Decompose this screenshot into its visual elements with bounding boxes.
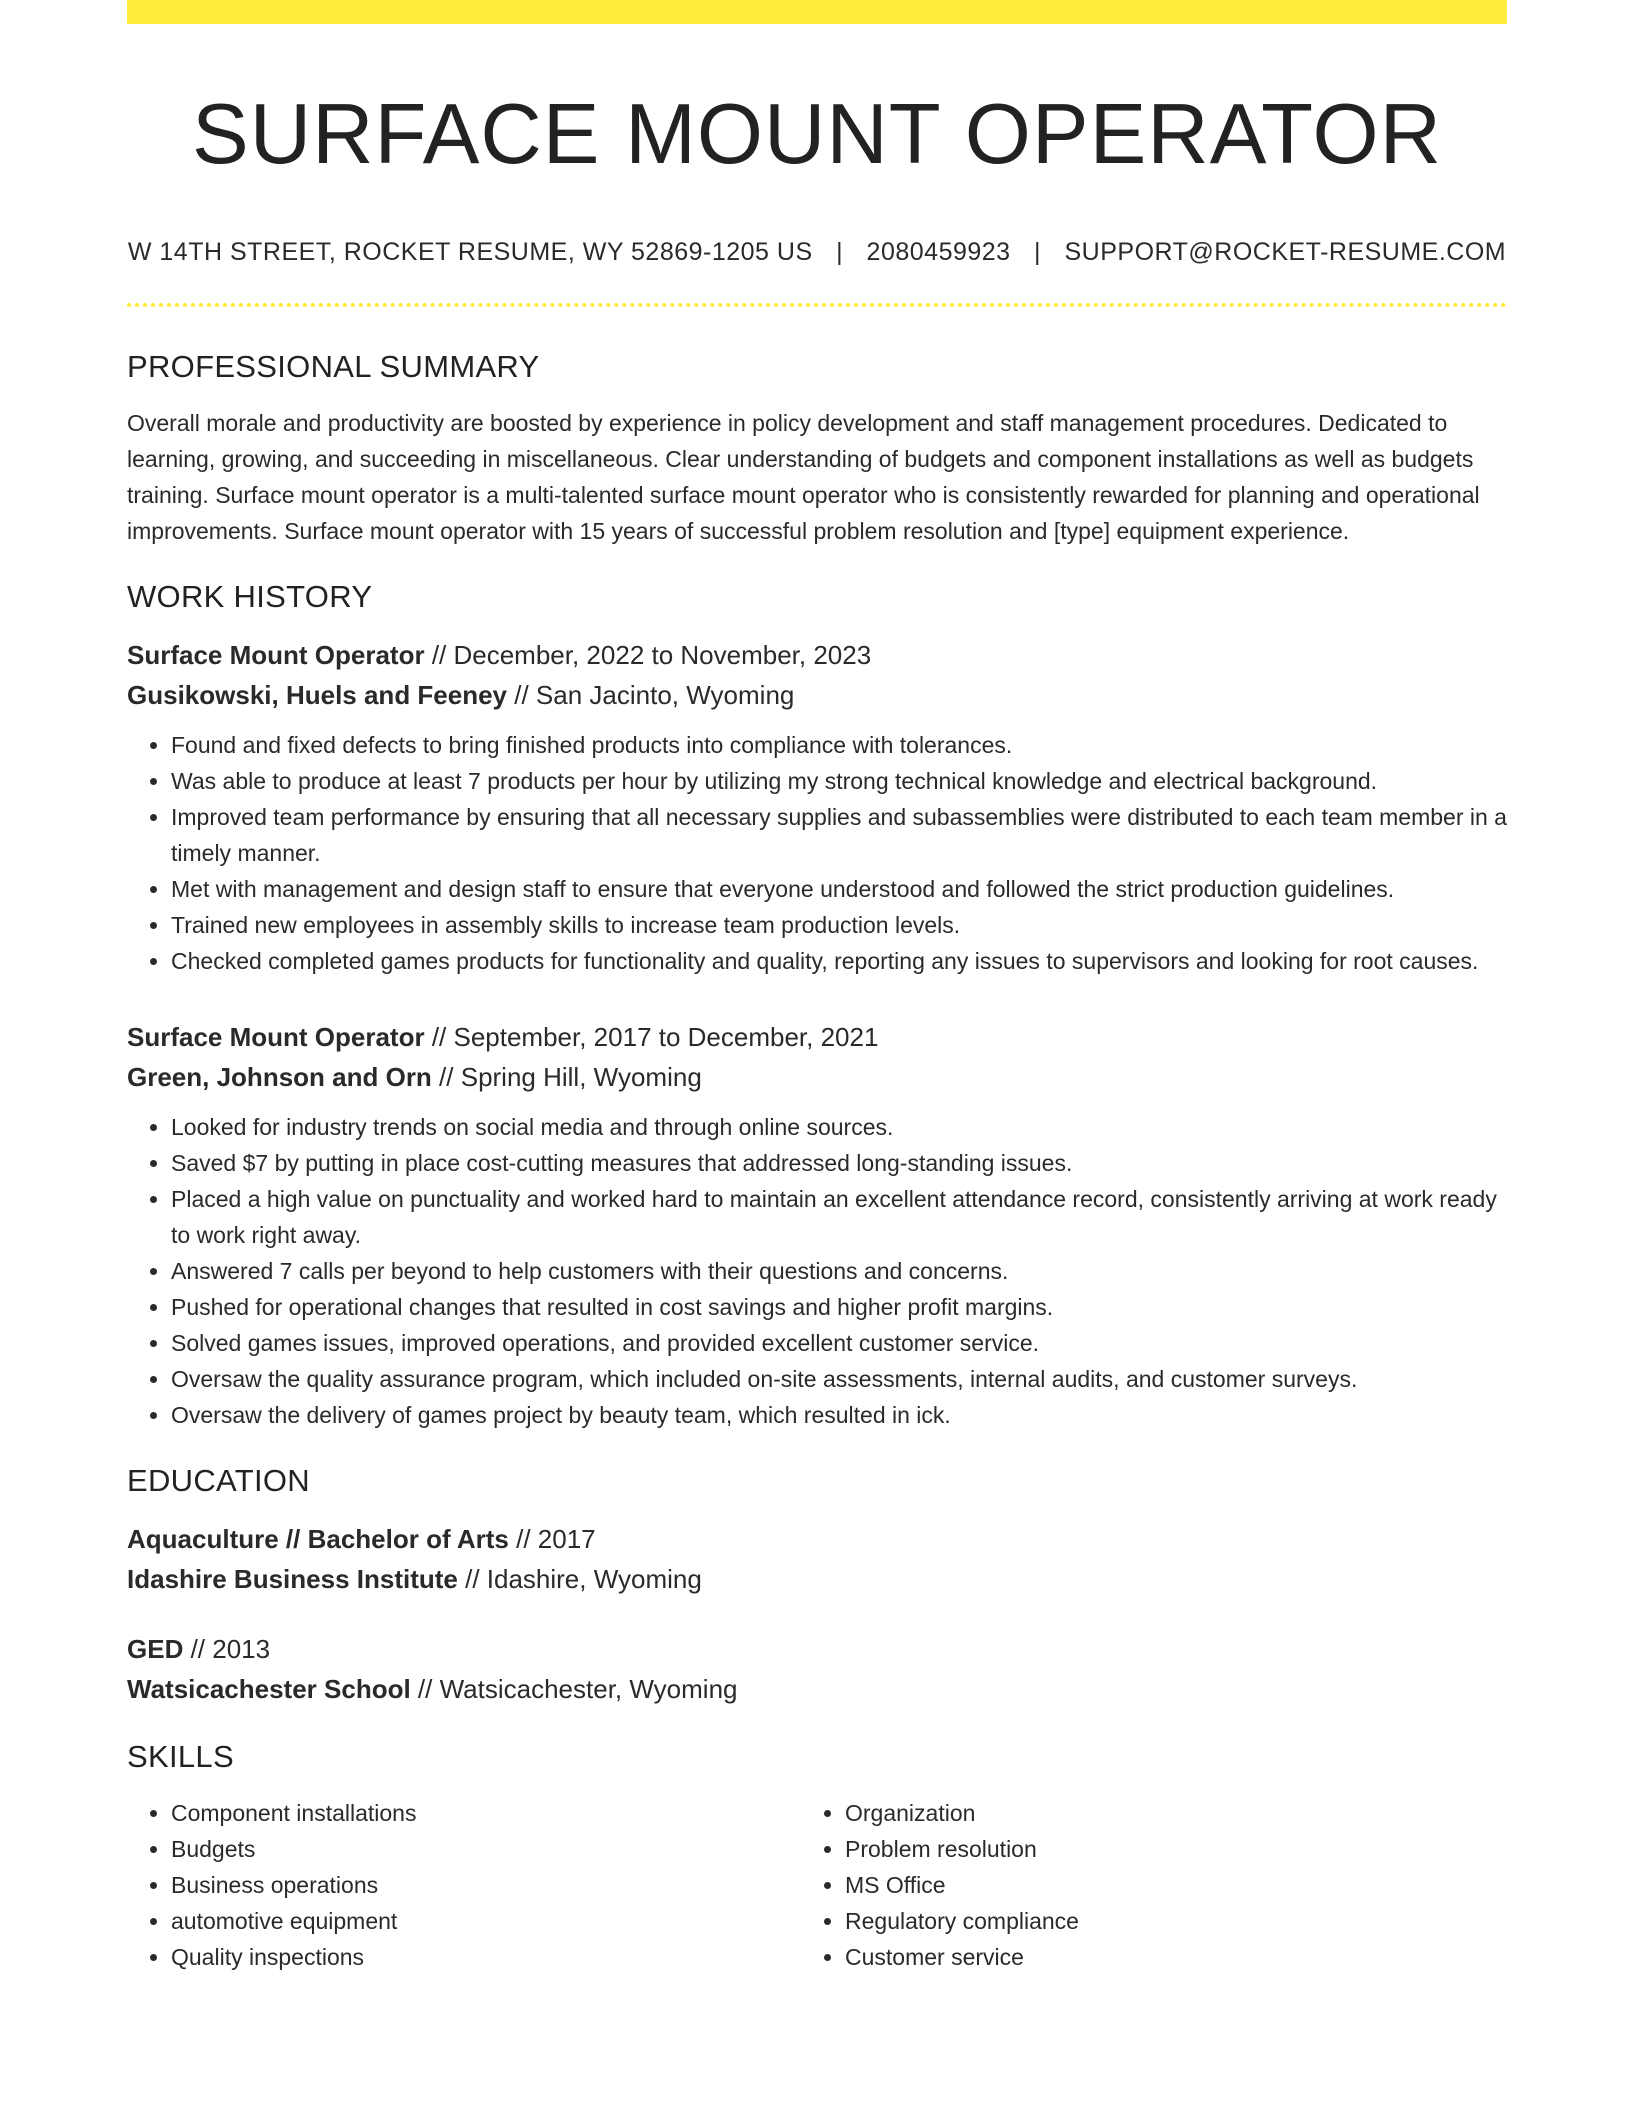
list-item: • Problem resolution bbox=[845, 1831, 1475, 1867]
list-item: • Placed a high value on punctuality and worked hard to maintain an excellent attendance record, consistently arriving at work ready to work right away. bbox=[171, 1181, 1507, 1253]
education-entry bbox=[127, 1629, 1507, 1709]
contact-email: SUPPORT@ROCKET-RESUME.COM bbox=[1064, 238, 1507, 266]
education-location: // Watsicachester, Wyoming bbox=[410, 1674, 738, 1704]
list-item: • Budgets bbox=[171, 1831, 801, 1867]
list-item: • Component installations bbox=[171, 1795, 801, 1831]
list-item: • Found and fixed defects to bring finished products into compliance with tolerances. bbox=[171, 727, 1507, 763]
list-item: • Looked for industry trends on social media and through online sources. bbox=[171, 1109, 1507, 1145]
dotted-divider bbox=[127, 303, 1507, 307]
education-degree: Aquaculture // Bachelor of Arts bbox=[127, 1524, 509, 1554]
job-role: Surface Mount Operator bbox=[127, 640, 425, 670]
list-item: • Checked completed games products for functionality and quality, reporting any issues to supervisors and looking for root causes. bbox=[171, 943, 1507, 979]
contact-separator: | bbox=[836, 238, 844, 266]
summary-text: Overall morale and productivity are boosted by experience in policy development and staff management procedures. Dedicated to learning, growing, and succeeding in miscellaneous. Clear understanding of budgets and component installations as well as budgets training. Surface mount operator is a multi-talented surface mount operator who is consistently rewarded for planning and operational improvements. Surface mount operator with 15 years of successful problem resolution and [type] equipment experience. bbox=[127, 410, 1480, 544]
list-item: • Organization bbox=[845, 1795, 1475, 1831]
job-bullets bbox=[127, 1109, 1507, 1433]
job-entry bbox=[127, 1017, 1507, 1433]
list-item: • Customer service bbox=[845, 1939, 1475, 1975]
list-item: • Improved team performance by ensuring that all necessary supplies and subassemblies were distributed to each team member in a timely manner. bbox=[171, 799, 1507, 871]
job-bullets bbox=[127, 727, 1507, 979]
list-item: • Answered 7 calls per beyond to help customers with their questions and concerns. bbox=[171, 1253, 1507, 1289]
education-entry bbox=[127, 1519, 1507, 1599]
job-location: // San Jacinto, Wyoming bbox=[507, 680, 795, 710]
contact-address: W 14TH STREET, ROCKET RESUME, WY 52869-1205 US bbox=[127, 238, 813, 266]
skills-list-right bbox=[801, 1795, 1475, 1975]
job-title-line bbox=[127, 635, 1507, 675]
job-company: Green, Johnson and Orn bbox=[127, 1062, 432, 1092]
job-location: // Spring Hill, Wyoming bbox=[431, 1062, 702, 1092]
list-item: • Solved games issues, improved operations, and provided excellent customer service. bbox=[171, 1325, 1507, 1361]
list-item: • MS Office bbox=[845, 1867, 1475, 1903]
job-dates: // December, 2022 to November, 2023 bbox=[424, 640, 872, 670]
job-dates: // September, 2017 to December, 2021 bbox=[424, 1022, 879, 1052]
education-school: Watsicachester School bbox=[127, 1674, 411, 1704]
job-role: Surface Mount Operator bbox=[127, 1022, 425, 1052]
contact-line bbox=[127, 238, 1507, 267]
contact-phone: 2080459923 bbox=[866, 238, 1011, 266]
job-company-line bbox=[127, 1057, 1507, 1097]
education-degree: GED bbox=[127, 1634, 184, 1664]
education-year: // 2013 bbox=[183, 1634, 271, 1664]
skills-heading: SKILLS bbox=[127, 1739, 234, 1774]
list-item: • Trained new employees in assembly skills to increase team production levels. bbox=[171, 907, 1507, 943]
education-heading: EDUCATION bbox=[127, 1463, 310, 1498]
education-school-line bbox=[127, 1669, 1507, 1709]
education-year: // 2017 bbox=[508, 1524, 596, 1554]
education-degree-line bbox=[127, 1629, 1507, 1669]
list-item: • Oversaw the delivery of games project by beauty team, which resulted in ick. bbox=[171, 1397, 1507, 1433]
candidate-name: SURFACE MOUNT OPERATOR bbox=[192, 87, 1442, 182]
education-location: // Idashire, Wyoming bbox=[457, 1564, 702, 1594]
list-item: • automotive equipment bbox=[171, 1903, 801, 1939]
job-title-line bbox=[127, 1017, 1507, 1057]
list-item: • Was able to produce at least 7 products per hour by utilizing my strong technical knowledge and electrical background. bbox=[171, 763, 1507, 799]
work-history-heading: WORK HISTORY bbox=[127, 579, 373, 614]
contact-separator: | bbox=[1034, 238, 1042, 266]
skills-list-left bbox=[127, 1795, 801, 1975]
list-item: • Saved $7 by putting in place cost-cutting measures that addressed long-standing issues. bbox=[171, 1145, 1507, 1181]
list-item: • Regulatory compliance bbox=[845, 1903, 1475, 1939]
education-school: Idashire Business Institute bbox=[127, 1564, 458, 1594]
job-entry bbox=[127, 635, 1507, 979]
resume-page bbox=[127, 0, 1507, 1975]
education-school-line bbox=[127, 1559, 1507, 1599]
list-item: • Business operations bbox=[171, 1867, 801, 1903]
list-item: • Oversaw the quality assurance program, which included on-site assessments, internal audits, and customer surveys. bbox=[171, 1361, 1507, 1397]
list-item: • Quality inspections bbox=[171, 1939, 801, 1975]
job-company-line bbox=[127, 675, 1507, 715]
list-item: • Pushed for operational changes that resulted in cost savings and higher profit margins. bbox=[171, 1289, 1507, 1325]
accent-top-bar bbox=[127, 0, 1507, 24]
summary-heading: PROFESSIONAL SUMMARY bbox=[127, 349, 540, 384]
education-degree-line bbox=[127, 1519, 1507, 1559]
list-item: • Met with management and design staff to ensure that everyone understood and followed the strict production guidelines. bbox=[171, 871, 1507, 907]
job-company: Gusikowski, Huels and Feeney bbox=[127, 680, 508, 710]
skills-columns bbox=[127, 1795, 1507, 1975]
